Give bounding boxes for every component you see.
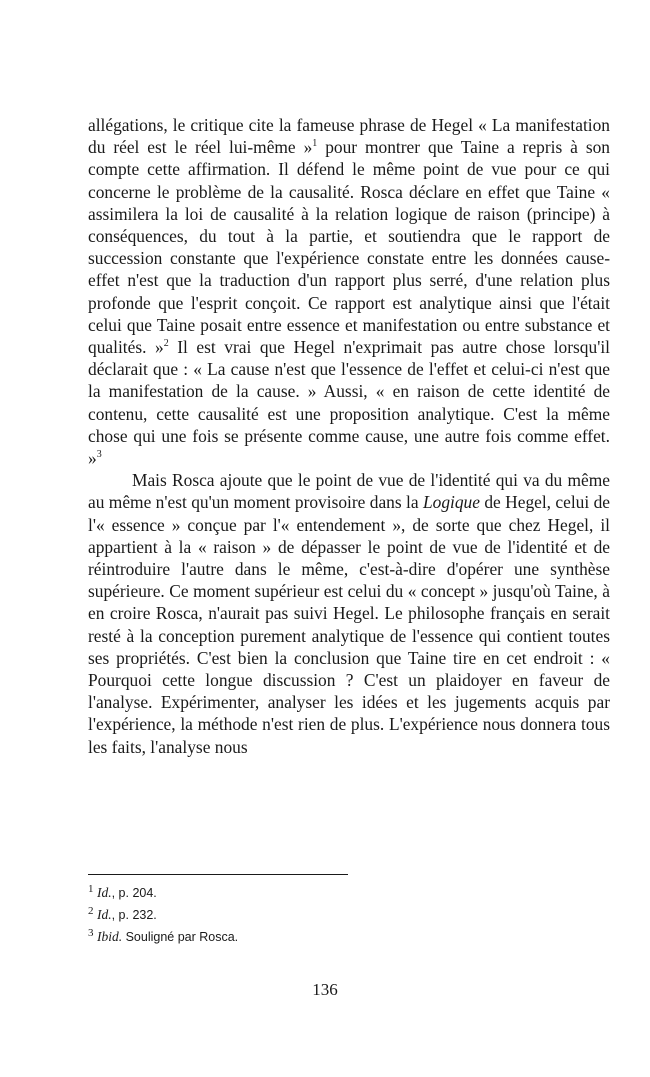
- footnote-number: 1: [88, 882, 94, 895]
- paragraph-1-text-a: allégations, le critique cite la fameuse phrase de Hegel « La manifestation du réel est le réel lui-même »: [88, 115, 610, 158]
- footnote-2: [88, 904, 488, 926]
- footnote-text: Souligné par Rosca.: [122, 930, 239, 944]
- footnote-reference: Ibid.: [96, 929, 123, 944]
- footnote-1: [88, 882, 488, 904]
- paragraph-2: [88, 469, 610, 758]
- paragraph-2-text-b: de Hegel, celui de l'« essence » conçue par l'« entendement », de sorte que chez Hegel, il appartient à la « raison » de dépasser le point de vue de l'identité et de réintroduire l'autre dans le même, c'est-à-dire d'opérer une synthèse supérieure. Ce moment supérieur est celui du « concept » jusqu'où Taine, à en croire Rosca, n'aurait pas suivi Hegel. Le philosophe français en serait resté à la conception purement analytique de l'essence qui contient toutes ses propriétés. C'est bien la conclusion que Taine tire en cet endroit : « Pourquoi cette longue discussion ? C'est un plaidoyer en faveur de l'analyse. Expérimenter, analyser les idées et les jugements acquis par l'expérience, la méthode n'est rien de plus. L'expérience nous donnera tous les faits, l'analyse nous: [88, 492, 611, 757]
- footnote-ref-1: 1: [312, 138, 318, 150]
- paragraph-1: [88, 114, 610, 469]
- footnotes: [88, 882, 488, 948]
- footnote-3: [88, 926, 488, 948]
- footnote-separator: [88, 874, 348, 875]
- paragraph-1-text-b: pour montrer que Taine a repris à son compte cette affirmation. Il défend le même point de vue pour ce qui concerne le problème de la causalité. Rosca déclare en effet que Taine « assimilera la loi de causalité à la relation logique de raison (principe) à conséquences, du tout à la partie, et soutiendra que le rapport de succession constante que l'expérience constate entre les données cause-effet n'est que la traduction d'un rapport plus serré, d'une relation plus profonde que l'esprit conçoit. Ce rapport est analytique ainsi que l'était celui que Taine posait entre essence et manifestation ou entre substance et qualités. »: [88, 137, 610, 358]
- footnote-ref-2: 2: [163, 338, 169, 350]
- footnote-number: 2: [88, 904, 94, 917]
- footnote-number: 3: [88, 926, 94, 939]
- book-title-logique: Logique: [422, 492, 480, 513]
- page-number: 136: [312, 980, 338, 999]
- paragraph-1-text-c: Il est vrai que Hegel n'exprimait pas autre chose lorsqu'il déclarait que : « La cause n'est que l'essence de l'effet et celui-ci n'est que la manifestation de la cause. » Aussi, « en raison de cette identité de contenu, cette causalité est une proposition analytique. C'est la même chose qui une fois se présente comme cause, une autre fois comme effet. »: [88, 337, 610, 469]
- main-text: [88, 114, 610, 758]
- footnote-reference: Id.: [96, 885, 112, 900]
- footnote-ref-3: 3: [96, 449, 102, 461]
- paragraph-2-text-a: Mais Rosca ajoute que le point de vue de l'identité qui va du même au même n'est qu'un moment provisoire dans la: [88, 470, 610, 513]
- footnote-reference: Id.: [96, 907, 112, 922]
- footnote-text: , p. 232.: [111, 908, 157, 922]
- footnote-text: , p. 204.: [111, 886, 157, 900]
